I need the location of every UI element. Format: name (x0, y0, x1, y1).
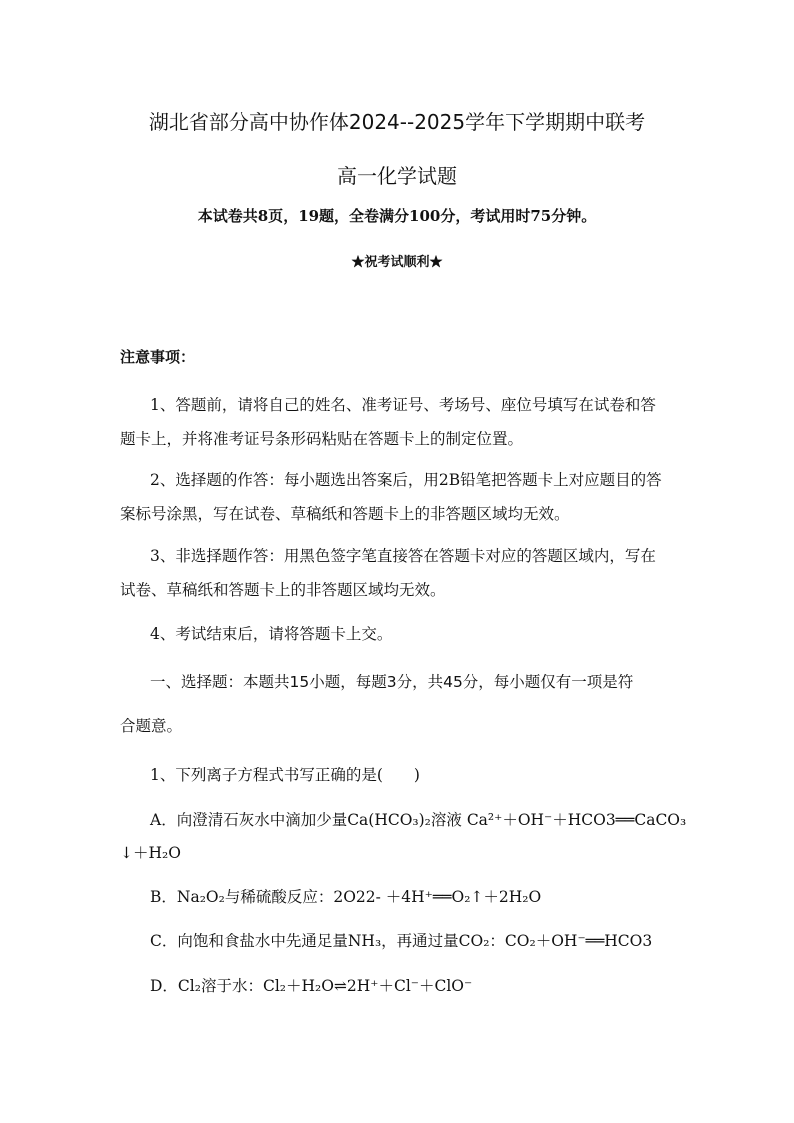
option-d: D．Cl₂溶于水：Cl₂＋H₂O⇌2H⁺＋Cl⁻＋ClO⁻ (150, 977, 473, 995)
note-3-line1: 3、非选择题作答：用黑色签字笔直接答在答题卡对应的答题区域内，写在 (150, 547, 656, 565)
option-b: B．Na₂O₂与稀硫酸反应：2O22- ＋4H⁺══O₂↑＋2H₂O (150, 888, 542, 906)
question-1-stem: 1、下列离子方程式书写正确的是( ) (150, 766, 420, 784)
note-2-line2: 案标号涂黑，写在试卷、草稿纸和答题卡上的非答题区域均无效。 (120, 505, 570, 523)
exam-wish: ★祝考试顺利★ (351, 255, 443, 270)
note-1-line1: 1、答题前，请将自己的姓名、准考证号、考场号、座位号填写在试卷和答 (150, 396, 656, 414)
section-heading-line1: 一、选择题：本题共15小题，每题3分，共45分，每小题仅有一项是符 (150, 673, 634, 691)
option-a-line2: ↓＋H₂O (120, 844, 181, 862)
section-heading-line2: 合题意。 (120, 717, 183, 735)
notes-heading: 注意事项： (120, 348, 196, 366)
option-c: C．向饱和食盐水中先通足量NH₃，再通过量CO₂：CO₂＋OH⁻══HCO3 (150, 932, 653, 950)
note-1-line2: 题卡上，并将准考证号条形码粘贴在答题卡上的制定位置。 (120, 430, 524, 448)
exam-subtitle: 高一化学试题 (337, 164, 457, 188)
option-a-line1: A．向澄清石灰水中滴加少量Ca(HCO₃)₂溶液 Ca²⁺＋OH⁻＋HCO3══CaCO₃ (150, 811, 687, 829)
exam-title: 湖北省部分高中协作体2024--2025学年下学期期中联考 (148, 110, 646, 134)
note-3-line2: 试卷、草稿纸和答题卡上的非答题区域均无效。 (120, 581, 446, 599)
exam-info: 本试卷共8页，19题，全卷满分100分，考试用时75分钟。 (197, 207, 597, 225)
note-4: 4、考试结束后，请将答题卡上交。 (150, 625, 393, 643)
note-2-line1: 2、选择题的作答：每小题选出答案后，用2B铅笔把答题卡上对应题目的答 (150, 471, 662, 489)
